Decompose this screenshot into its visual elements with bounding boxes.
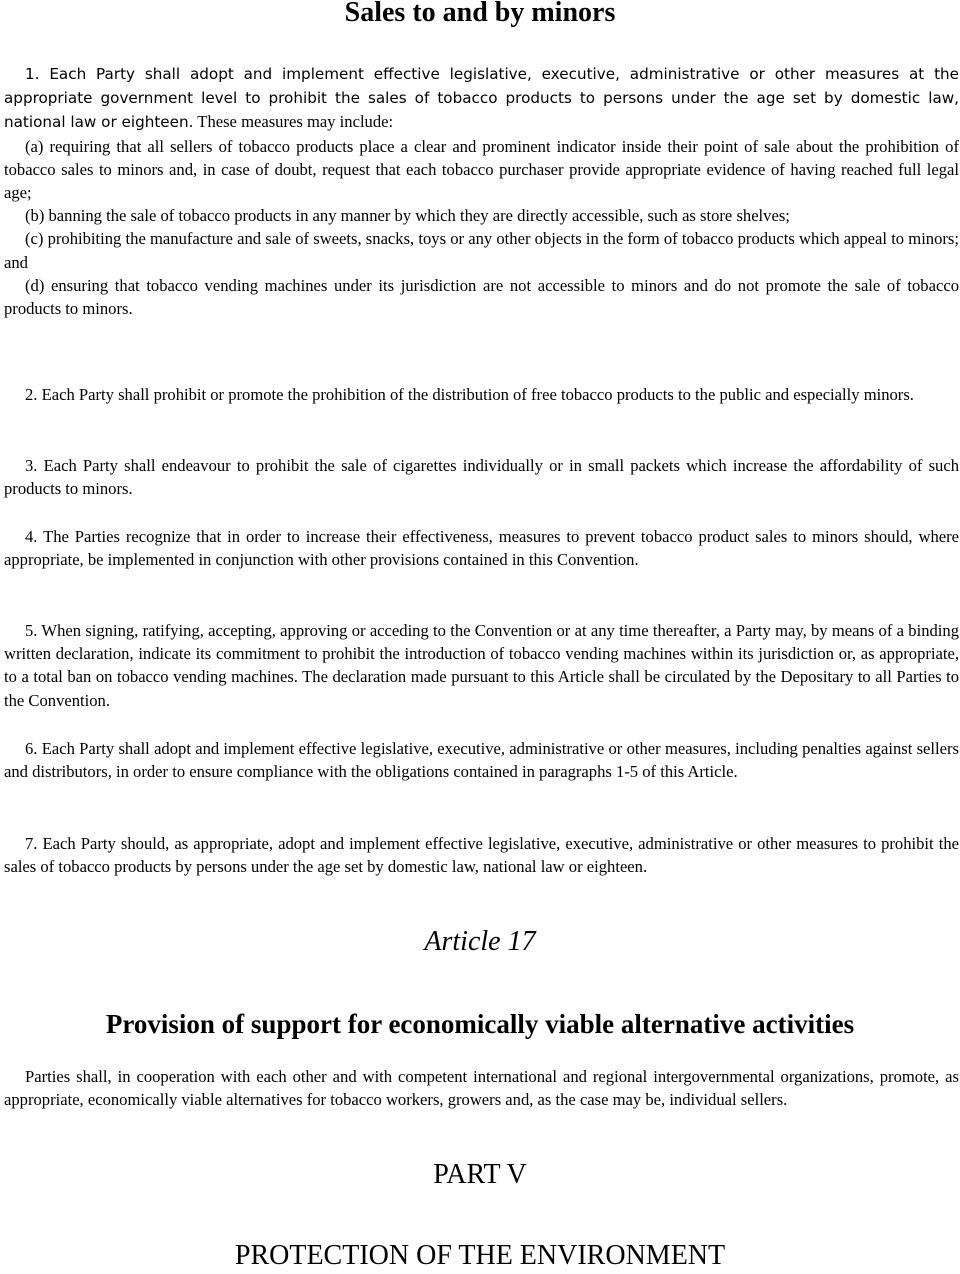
paragraph-6: 6. Each Party shall adopt and implement effective legislative, executive, administrative or other measures, including penalties against sellers and distributors, in order to ensure compliance with the obligations contained in paragraphs 1-5 of this Article. [4, 739, 959, 782]
part-title: PROTECTION OF THE ENVIRONMENT [234, 1240, 726, 1271]
article-title: Provision of support for economically viable alternative activities [105, 1009, 855, 1039]
paragraph-5: 5. When signing, ratifying, accepting, approving or acceding to the Convention or at any time thereafter, a Party may, by means of a binding written declaration, indicate its commitment to prohibit the introduction of tobacco vending machines within its jurisdiction or, as appropriate, to a total ban on tobacco vending machines. The declaration made pursuant to this Article shall be circulated by the Depositary to all Parties to the Convention. [4, 621, 959, 710]
paragraph-1-lead: 1. Each Party shall adopt and implement effective legislative, executive, administrative or other measures at the appropriate government level to prohibit the sales of tobacco products to persons under the age set by domestic law, national law or eighteen. [4, 65, 959, 132]
section-title: Sales to and by minors [344, 0, 616, 28]
paragraph-4: 4. The Parties recognize that in order to increase their effectiveness, measures to prevent tobacco product sales to minors should, where appropriate, be implemented in conjunction with other provisions contained in this Convention. [4, 527, 959, 570]
measure-a: (a) requiring that all sellers of tobacco products place a clear and prominent indicator inside their point of sale about the prohibition of tobacco sales to minors and, in case of doubt, request that each tobacco purchaser provide appropriate evidence of having reached full legal age; [4, 136, 959, 203]
paragraph-7: 7. Each Party should, as appropriate, adopt and implement effective legislative, executive, administrative or other measures to prohibit the sales of tobacco products by persons under the age set by domestic law, national law or eighteen. [4, 834, 959, 877]
paragraph-2: 2. Each Party shall prohibit or promote the prohibition of the distribution of free tobacco products to the public and especially minors. [25, 385, 914, 404]
article-body: Parties shall, in cooperation with each other and with competent international and regional intergovernmental organizations, promote, as appropriate, economically viable alternatives for tobacco workers, growers and, as the case may be, individual sellers. [4, 1067, 959, 1110]
paragraph-1 [4, 62, 959, 320]
measure-c: (c) prohibiting the manufacture and sale of sweets, snacks, toys or any other objects in the form of tobacco products which appeal to minors; and [4, 229, 959, 272]
measure-d: (d) ensuring that tobacco vending machines under its jurisdiction are not accessible to minors and do not promote the sale of tobacco products to minors. [4, 275, 959, 319]
measure-b: (b) banning the sale of tobacco products in any manner by which they are directly accessible, such as store shelves; [25, 206, 790, 226]
article-heading: Article 17 [424, 926, 536, 957]
part-heading: PART V [433, 1159, 527, 1190]
paragraph-1-rest: These measures may include: [193, 112, 394, 132]
paragraph-3: 3. Each Party shall endeavour to prohibit the sale of cigarettes individually or in small packets which increase the affordability of such products to minors. [4, 456, 959, 499]
